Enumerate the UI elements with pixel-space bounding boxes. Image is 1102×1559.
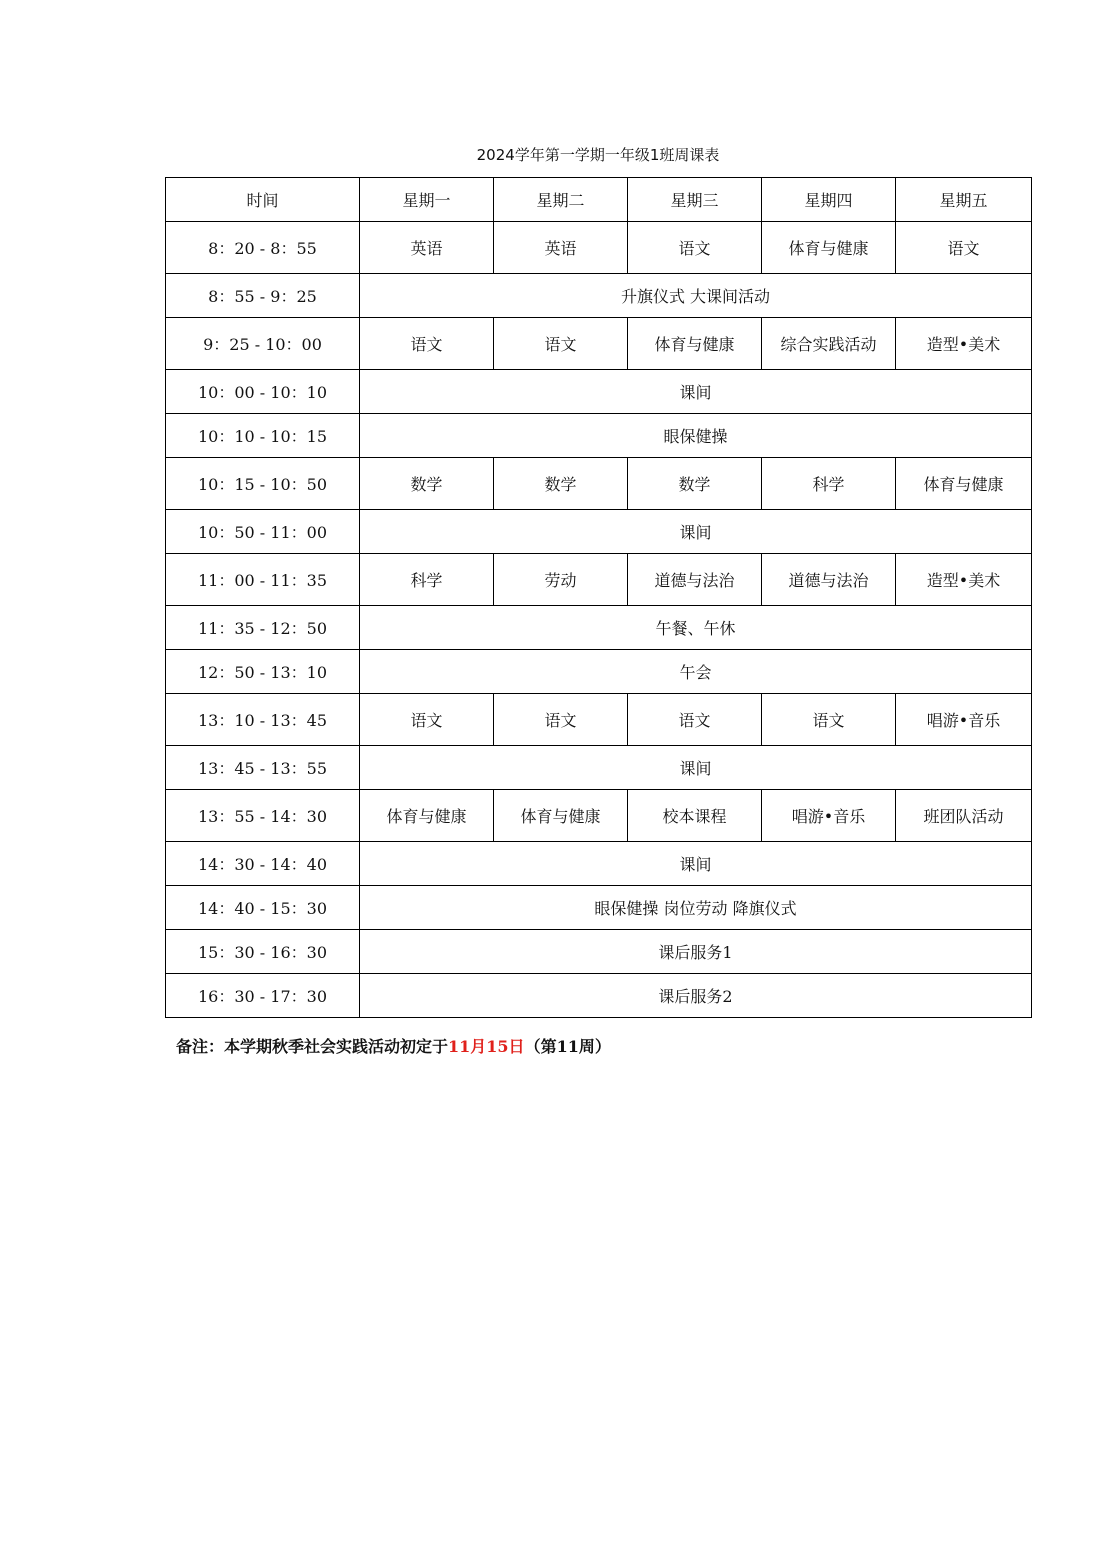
time-cell: 15：30 - 16：30 bbox=[166, 930, 360, 974]
break-row bbox=[166, 650, 1032, 694]
class-row bbox=[166, 790, 1032, 842]
break-row bbox=[166, 886, 1032, 930]
time-cell: 13：45 - 13：55 bbox=[166, 746, 360, 790]
class-row bbox=[166, 694, 1032, 746]
subject-cell: 体育与健康 bbox=[762, 222, 896, 274]
class-row bbox=[166, 554, 1032, 606]
break-row bbox=[166, 974, 1032, 1018]
subject-cell: 语文 bbox=[628, 222, 762, 274]
time-cell: 11：00 - 11：35 bbox=[166, 554, 360, 606]
remark-date-highlight: 11月15日 bbox=[448, 1037, 525, 1056]
subject-cell: 体育与健康 bbox=[494, 790, 628, 842]
subject-cell: 科学 bbox=[762, 458, 896, 510]
subject-cell: 道德与法治 bbox=[762, 554, 896, 606]
time-cell: 12：50 - 13：10 bbox=[166, 650, 360, 694]
subject-cell: 英语 bbox=[360, 222, 494, 274]
break-row bbox=[166, 746, 1032, 790]
activity-cell: 课间 bbox=[360, 842, 1032, 886]
time-cell: 13：55 - 14：30 bbox=[166, 790, 360, 842]
subject-cell: 语文 bbox=[762, 694, 896, 746]
time-cell: 11：35 - 12：50 bbox=[166, 606, 360, 650]
activity-cell: 课后服务1 bbox=[360, 930, 1032, 974]
remark-prefix: 备注：本学期秋季社会实践活动初定于 bbox=[176, 1037, 449, 1056]
subject-cell: 数学 bbox=[494, 458, 628, 510]
subject-cell: 科学 bbox=[360, 554, 494, 606]
time-cell: 10：10 - 10：15 bbox=[166, 414, 360, 458]
break-row bbox=[166, 930, 1032, 974]
activity-cell: 眼保健操 岗位劳动 降旗仪式 bbox=[360, 886, 1032, 930]
time-cell: 14：30 - 14：40 bbox=[166, 842, 360, 886]
subject-cell: 唱游•音乐 bbox=[896, 694, 1032, 746]
subject-cell: 造型•美术 bbox=[896, 554, 1032, 606]
subject-cell: 体育与健康 bbox=[896, 458, 1032, 510]
time-cell: 10：50 - 11：00 bbox=[166, 510, 360, 554]
break-row bbox=[166, 370, 1032, 414]
class-row bbox=[166, 222, 1032, 274]
timetable bbox=[165, 177, 1032, 1018]
subject-cell: 班团队活动 bbox=[896, 790, 1032, 842]
activity-cell: 课间 bbox=[360, 370, 1032, 414]
time-cell: 14：40 - 15：30 bbox=[166, 886, 360, 930]
time-cell: 9：25 - 10：00 bbox=[166, 318, 360, 370]
remark-suffix: （第11周） bbox=[524, 1037, 611, 1056]
subject-cell: 综合实践活动 bbox=[762, 318, 896, 370]
subject-cell: 语文 bbox=[360, 318, 494, 370]
subject-cell: 语文 bbox=[896, 222, 1032, 274]
break-row bbox=[166, 842, 1032, 886]
break-row bbox=[166, 510, 1032, 554]
class-row bbox=[166, 318, 1032, 370]
header-cell-day: 星期四 bbox=[762, 178, 896, 222]
subject-cell: 语文 bbox=[494, 694, 628, 746]
schedule-title: 2024学年第一学期一年级1班周课表 bbox=[476, 146, 720, 164]
break-row bbox=[166, 274, 1032, 318]
activity-cell: 眼保健操 bbox=[360, 414, 1032, 458]
subject-cell: 劳动 bbox=[494, 554, 628, 606]
subject-cell: 体育与健康 bbox=[628, 318, 762, 370]
subject-cell: 英语 bbox=[494, 222, 628, 274]
break-row bbox=[166, 606, 1032, 650]
header-cell-day: 星期五 bbox=[896, 178, 1032, 222]
subject-cell: 造型•美术 bbox=[896, 318, 1032, 370]
class-row bbox=[166, 458, 1032, 510]
header-cell-day: 星期三 bbox=[628, 178, 762, 222]
activity-cell: 午会 bbox=[360, 650, 1032, 694]
activity-cell: 课间 bbox=[360, 510, 1032, 554]
time-cell: 10：00 - 10：10 bbox=[166, 370, 360, 414]
subject-cell: 体育与健康 bbox=[360, 790, 494, 842]
subject-cell: 语文 bbox=[628, 694, 762, 746]
header-cell-day: 星期二 bbox=[494, 178, 628, 222]
subject-cell: 道德与法治 bbox=[628, 554, 762, 606]
time-cell: 10：15 - 10：50 bbox=[166, 458, 360, 510]
subject-cell: 语文 bbox=[494, 318, 628, 370]
activity-cell: 升旗仪式 大课间活动 bbox=[360, 274, 1032, 318]
activity-cell: 课后服务2 bbox=[360, 974, 1032, 1018]
subject-cell: 语文 bbox=[360, 694, 494, 746]
activity-cell: 午餐、午休 bbox=[360, 606, 1032, 650]
time-cell: 8：20 - 8：55 bbox=[166, 222, 360, 274]
time-cell: 13：10 - 13：45 bbox=[166, 694, 360, 746]
header-cell-time: 时间 bbox=[166, 178, 360, 222]
subject-cell: 校本课程 bbox=[628, 790, 762, 842]
time-cell: 8：55 - 9：25 bbox=[166, 274, 360, 318]
header-cell-day: 星期一 bbox=[360, 178, 494, 222]
activity-cell: 课间 bbox=[360, 746, 1032, 790]
header-row bbox=[166, 178, 1032, 222]
remark-note bbox=[176, 1036, 611, 1058]
subject-cell: 数学 bbox=[360, 458, 494, 510]
subject-cell: 数学 bbox=[628, 458, 762, 510]
break-row bbox=[166, 414, 1032, 458]
subject-cell: 唱游•音乐 bbox=[762, 790, 896, 842]
time-cell: 16：30 - 17：30 bbox=[166, 974, 360, 1018]
